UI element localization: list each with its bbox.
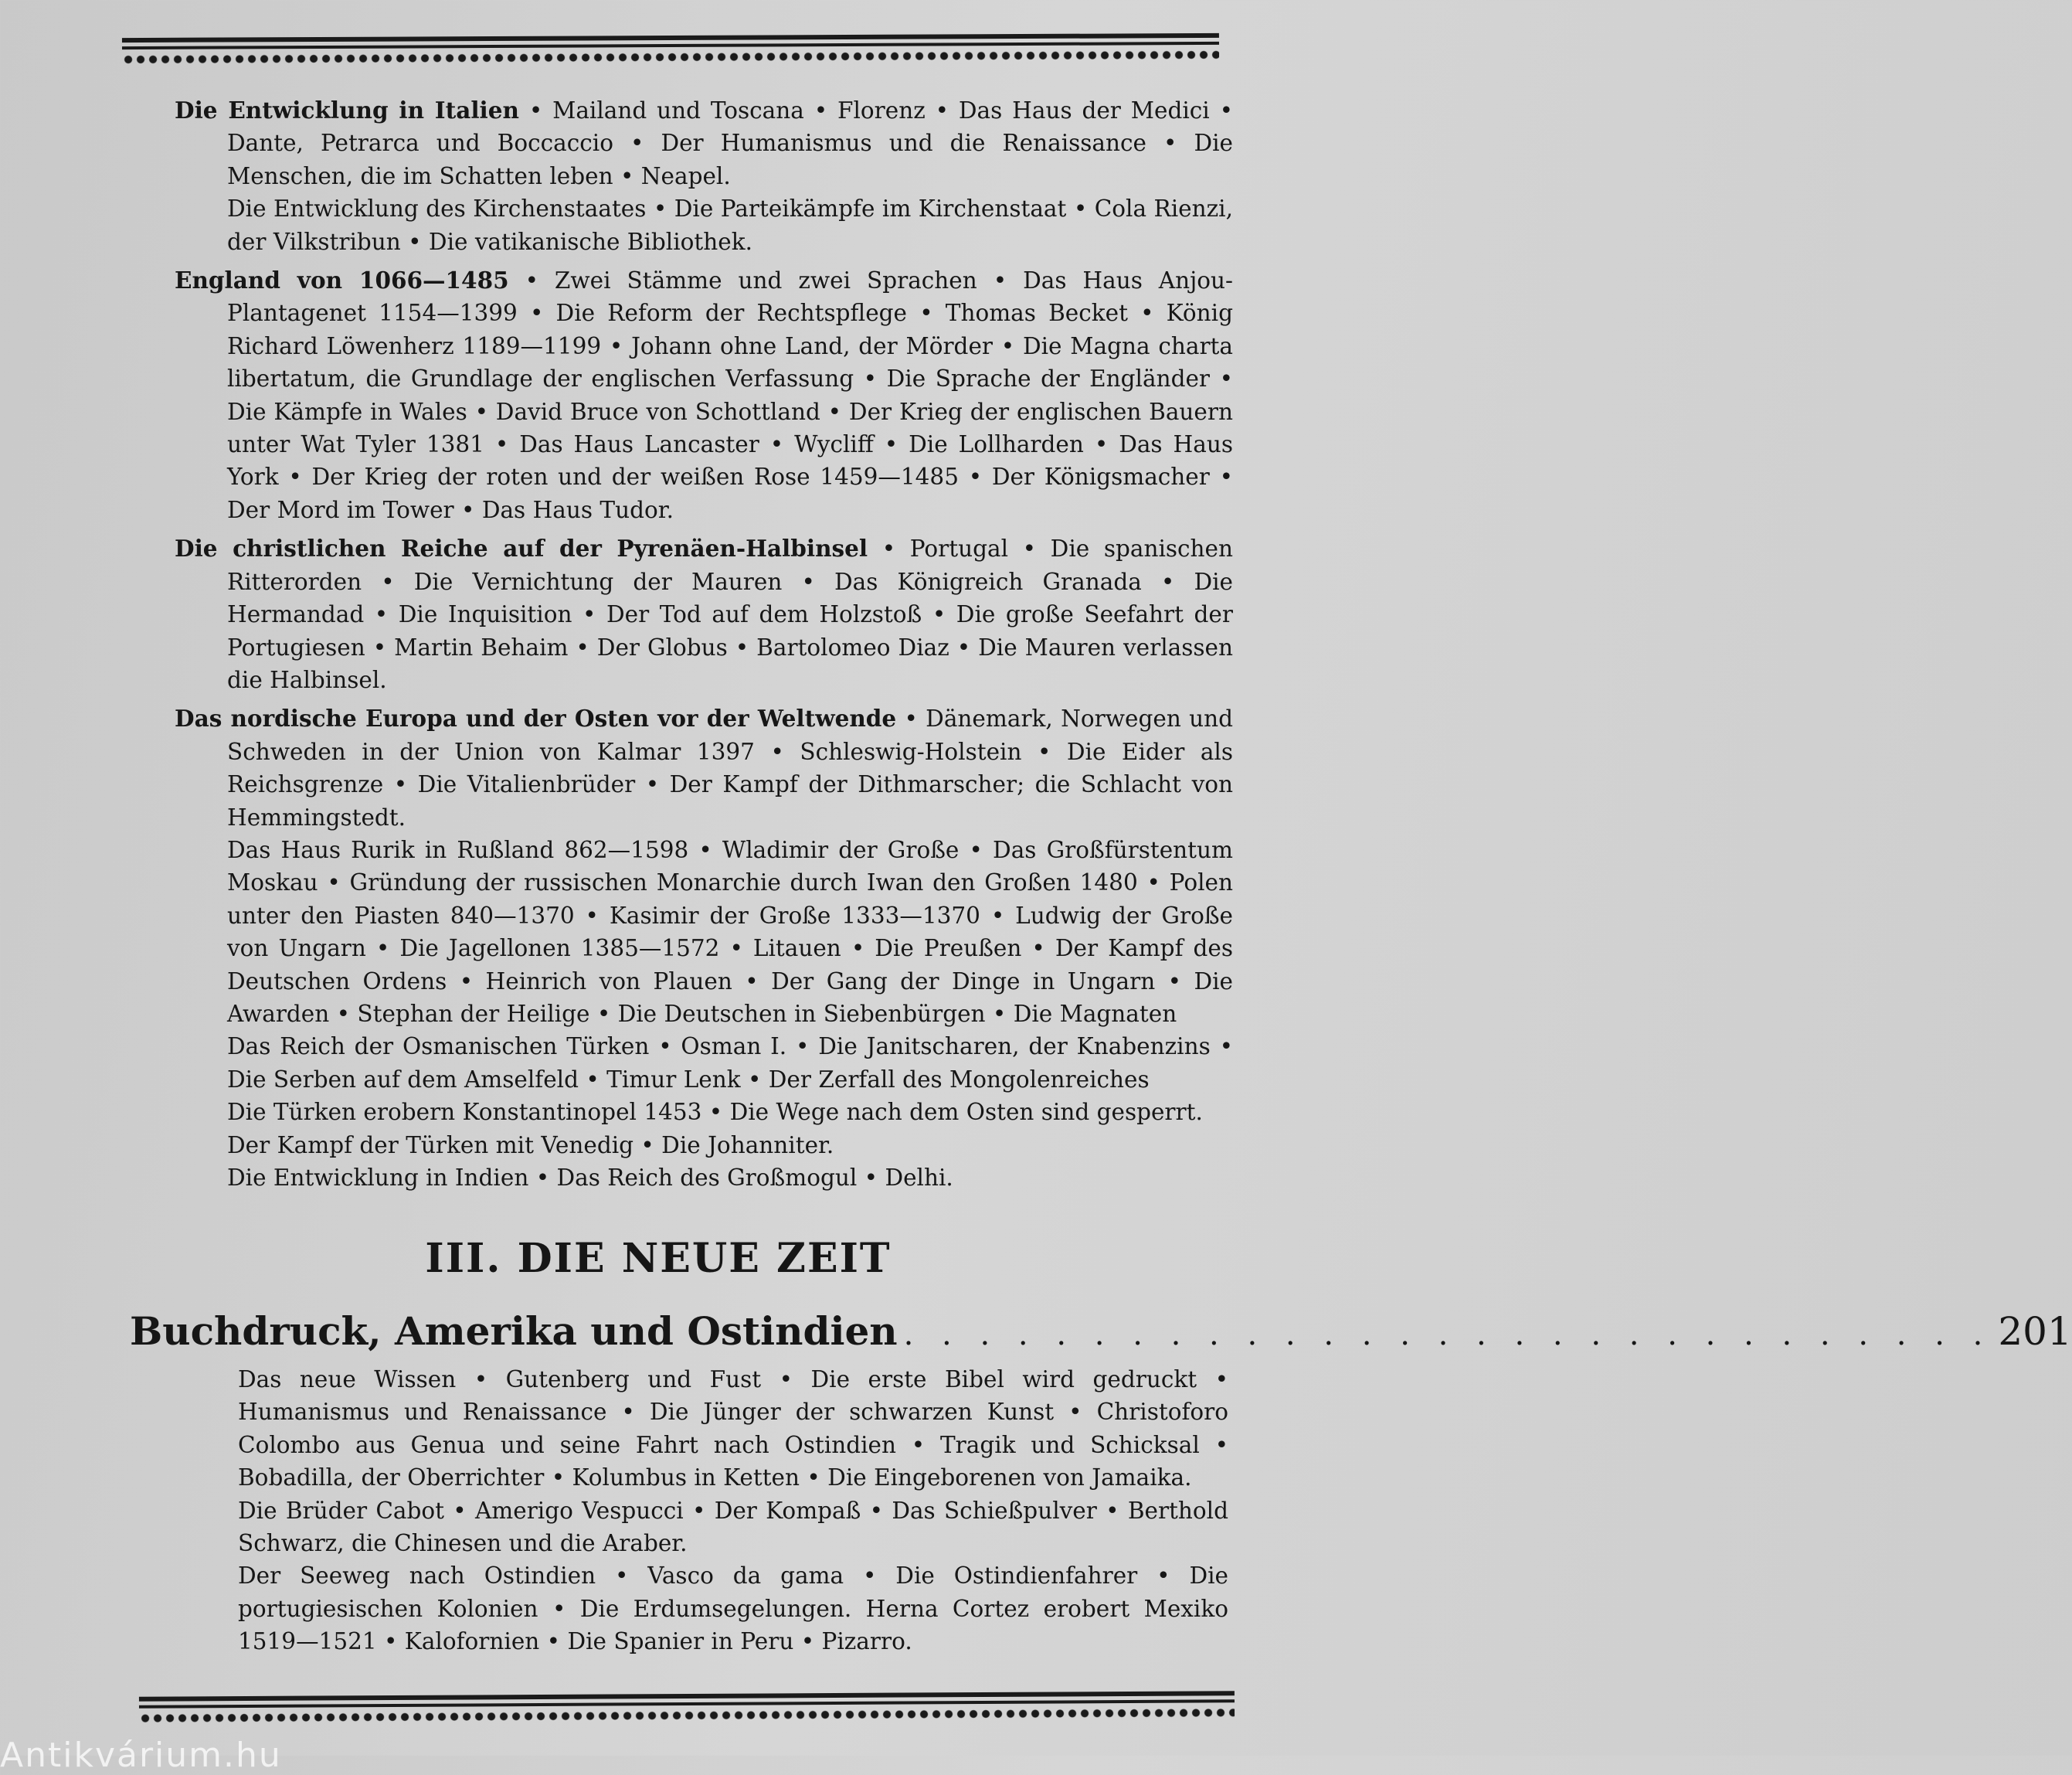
chapter-title-row: [130, 1307, 2072, 1358]
toc-entry-text: • Mailand und Toscana • Florenz • Das Haus der Medici • Dante, Petrarca und Boccaccio • Der Humanismus und die Renaissance • Die Menschen, die im Schatten leben • Neapel.: [227, 97, 1233, 189]
watermark: Antikvárium.hu: [0, 1736, 282, 1775]
toc-entry-text: • Zwei Stämme und zwei Sprachen • Das Haus Anjou-Plantagenet 1154—1399 • Die Reform der Rechtspflege • Thomas Becket • König Richard Löwenherz 1189—1199 • Johann ohne Land, der Mörder • Die Magna charta libertatum, die Grundlage der englischen Verfassung • Die Sprache der Engländer • Die Kämpfe in Wales • David Bruce von Schottland • Der Krieg der englischen Bauern unter Wat Tyler 1381 • Das Haus Lancaster • Wycliff • Die Lollharden • Das Haus York • Der Krieg der roten und der weißen Rose 1459—1485 • Der Königsmacher • Der Mord im Tower • Das Haus Tudor.: [227, 267, 1233, 523]
toc-entry-heading: England von 1066—1485: [175, 267, 509, 294]
toc-entry-text: • Dänemark, Norwegen und Schweden in der Union von Kalmar 1397 • Schleswig-Holstein • Die Eider als Reichsgrenze • Die Vitalienbrüder • Der Kampf der Dithmarscher; die Schlacht von Hemmingstedt.: [227, 706, 1233, 831]
chapter-entry: [130, 1307, 2072, 1658]
toc-subparagraph: Die Entwicklung in Indien • Das Reich des Großmogul • Delhi.: [227, 1165, 953, 1191]
part-heading: III. DIE NEUE ZEIT: [425, 1235, 892, 1282]
toc-entry-nordisches-europa: [175, 702, 1233, 1194]
toc-paragraph: [175, 264, 1233, 526]
chapter-paragraph: Die Brüder Cabot • Amerigo Vespucci • Der Kompaß • Das Schießpulver • Berthold Schwarz, die Chinesen und die Araber.: [238, 1497, 1228, 1557]
dot-leader: . . . . . . . . . . . . . . . . . . . . . . . . . . . . .: [903, 1317, 1992, 1352]
table-of-contents: [175, 94, 1233, 1200]
bottom-ornamental-border: [139, 1691, 1235, 1726]
chapter-page-number: 201: [1998, 1309, 2072, 1354]
toc-entry-heading: Die Entwicklung in Italien: [175, 97, 519, 124]
toc-entry-england: [175, 264, 1233, 526]
chapter-summary: [130, 1363, 1228, 1658]
top-ornamental-border: [122, 33, 1219, 67]
toc-entry-italien: [175, 94, 1233, 258]
toc-entry-pyrenaeen: [175, 532, 1233, 696]
toc-paragraph: [175, 532, 1233, 696]
toc-subparagraph: Die Entwicklung des Kirchenstaates • Die Parteikämpfe im Kirchenstaat • Cola Rienzi, der Vilkstribun • Die vatikanische Bibliothek.: [227, 196, 1233, 255]
toc-paragraph: [175, 702, 1233, 834]
toc-subparagraph: Das Haus Rurik in Rußland 862—1598 • Wladimir der Große • Das Großfürstentum Moskau • Gründung der russischen Monarchie durch Iwan den Großen 1480 • Polen unter den Piasten 840—1370 • Kasimir der Große 1333—1370 • Ludwig der Große von Ungarn • Die Jagellonen 1385—1572 • Litauen • Die Preußen • Der Kampf des Deutschen Ordens • Heinrich von Plauen • Der Gang der Dinge in Ungarn • Die Awarden • Stephan der Heilige • Die Deutschen in Siebenbürgen • Die Magnaten: [227, 836, 1233, 1027]
toc-entry-heading: Die christlichen Reiche auf der Pyrenäen-Halbinsel: [175, 535, 868, 563]
toc-paragraph: [175, 94, 1233, 192]
toc-entry-heading: Das nordische Europa und der Osten vor der Weltwende: [175, 705, 897, 733]
toc-subparagraph: Das Reich der Osmanischen Türken • Osman I. • Die Janitscharen, der Knabenzins • Die Serben auf dem Amselfeld • Timur Lenk • Der Zerfall des Mongolenreiches: [227, 1033, 1233, 1093]
toc-subparagraph: Der Kampf der Türken mit Venedig • Die Johanniter.: [227, 1131, 834, 1158]
toc-entry-text: • Portugal • Die spanischen Ritterorden • Die Vernichtung der Mauren • Das Königreich Granada • Die Hermandad • Die Inquisition • Der Tod auf dem Holzstoß • Die große Seefahrt der Portugiesen • Martin Behaim • Der Globus • Bartolomeo Diaz • Die Mauren verlassen die Halbinsel.: [227, 536, 1233, 693]
chapter-paragraph: Das neue Wissen • Gutenberg und Fust • Die erste Bibel wird gedruckt • Humanismus und Renaissance • Die Jünger der schwarzen Kunst • Christoforo Colombo aus Genua und seine Fahrt nach Ostindien • Tragik und Schicksal • Bobadilla, der Oberrichter • Kolumbus in Ketten • Die Eingeborenen von Jamaika.: [238, 1366, 1228, 1491]
chapter-title: Buchdruck, Amerika und Ostindien: [130, 1308, 898, 1354]
toc-subparagraph: Die Türken erobern Konstantinopel 1453 • Die Wege nach dem Osten sind gesperrt.: [227, 1099, 1203, 1126]
chapter-paragraph: Der Seeweg nach Ostindien • Vasco da gama • Die Ostindienfahrer • Die portugiesischen Kolonien • Die Erdumsegelungen. Herna Cortez erobert Mexiko 1519—1521 • Kalofornien • Die Spanier in Peru • Pizarro.: [238, 1562, 1228, 1655]
